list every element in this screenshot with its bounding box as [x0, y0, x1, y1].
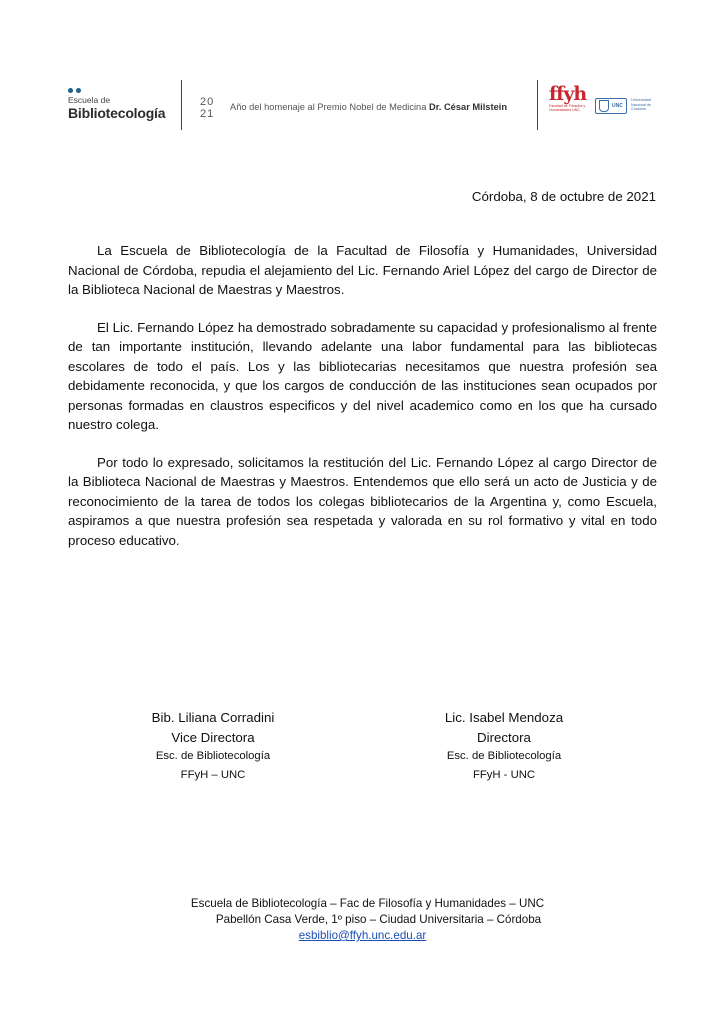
unc-logo — [595, 98, 652, 117]
signer-dept: Esc. de Bibliotecología — [155, 750, 271, 762]
logo-small-text: Escuela de — [68, 95, 111, 105]
year-bottom: 21 — [200, 108, 215, 120]
unc-badge — [595, 98, 627, 114]
signer-role: Directora — [477, 729, 531, 745]
footer-line-1: Escuela de Bibliotecología – Fac de Filosofía y Humanidades – UNC — [190, 897, 545, 910]
signer-inst: FFyH - UNC — [472, 769, 536, 781]
letter-body — [68, 241, 657, 568]
tagline-text: Año del homenaje al Premio Nobel de Medicina — [230, 102, 427, 112]
signer-inst: FFyH – UNC — [180, 769, 246, 781]
signature-block — [113, 708, 313, 785]
letter-footer — [0, 896, 725, 944]
paragraph: Por todo lo expresado, solicitamos la restitución del Lic. Fernando López al cargo Director de la Biblioteca Nacional de Maestras y Maestros. Entendemos que ello será un acto de Justicia y de reconocimiento de la tarea de todos los colegas bibliotecarios de la Argentina y, como Escuela, aspiramos a que nuestra profesión sea respetada y valorada en su rol formativo y vital en todo proceso educativo. — [68, 454, 657, 548]
ffyh-mark: ffyh — [549, 83, 587, 105]
unc-text: Universidad Nacional de Córdoba — [631, 98, 652, 111]
letter-date: Córdoba, 8 de octubre de 2021 — [471, 189, 656, 204]
signer-role: Vice Directora — [171, 729, 255, 745]
ffyh-text: Facultad de Filosofía y Humanidades UNC — [549, 104, 586, 112]
paragraph: El Lic. Fernando López ha demostrado sobradamente su capacidad y profesionalismo al frente de tan importante institución, llevando adelante una labor fundamental para las bibliotecas escolares de todo el país. Los y las bibliotecarias necesitamos que nuestra profesión sea debidamente reconocida, y que los cargos de conducción de las instituciones sean ocupados por personas formadas en claustros especificos y del nivel academico como en los que ha cursado nuestro colega. — [68, 319, 657, 432]
signature-block — [404, 708, 604, 785]
signer-dept: Esc. de Bibliotecología — [446, 750, 562, 762]
footer-email-link[interactable]: esbiblio@ffyh.unc.edu.ar — [298, 929, 427, 942]
signer-name: Lic. Isabel Mendoza — [444, 710, 564, 725]
tagline-bold: Dr. César Milstein — [428, 102, 508, 112]
year-mark — [200, 96, 214, 120]
paragraph: La Escuela de Bibliotecología de la Facultad de Filosofía y Humanidades, Universidad Nacional de Córdoba, repudia el alejamiento del Lic. Fernando Ariel López del cargo de Director de la Biblioteca Nacional de Maestras y Maestros. — [68, 243, 657, 297]
unc-label: UNC — [612, 103, 623, 109]
header-divider — [537, 80, 538, 130]
footer-line-2: Pabellón Casa Verde, 1º piso – Ciudad Universitaria – Córdoba — [215, 913, 542, 926]
header-tagline — [230, 102, 507, 112]
logo-big-text: Bibliotecología — [68, 105, 166, 121]
ffyh-logo — [549, 84, 587, 112]
logo-dots-icon — [68, 88, 165, 93]
shield-icon — [599, 100, 609, 112]
letterhead — [0, 78, 725, 134]
year-top: 20 — [200, 96, 215, 108]
signer-name: Bib. Liliana Corradini — [151, 710, 275, 725]
escuela-logo — [68, 88, 165, 121]
header-divider — [181, 80, 182, 130]
